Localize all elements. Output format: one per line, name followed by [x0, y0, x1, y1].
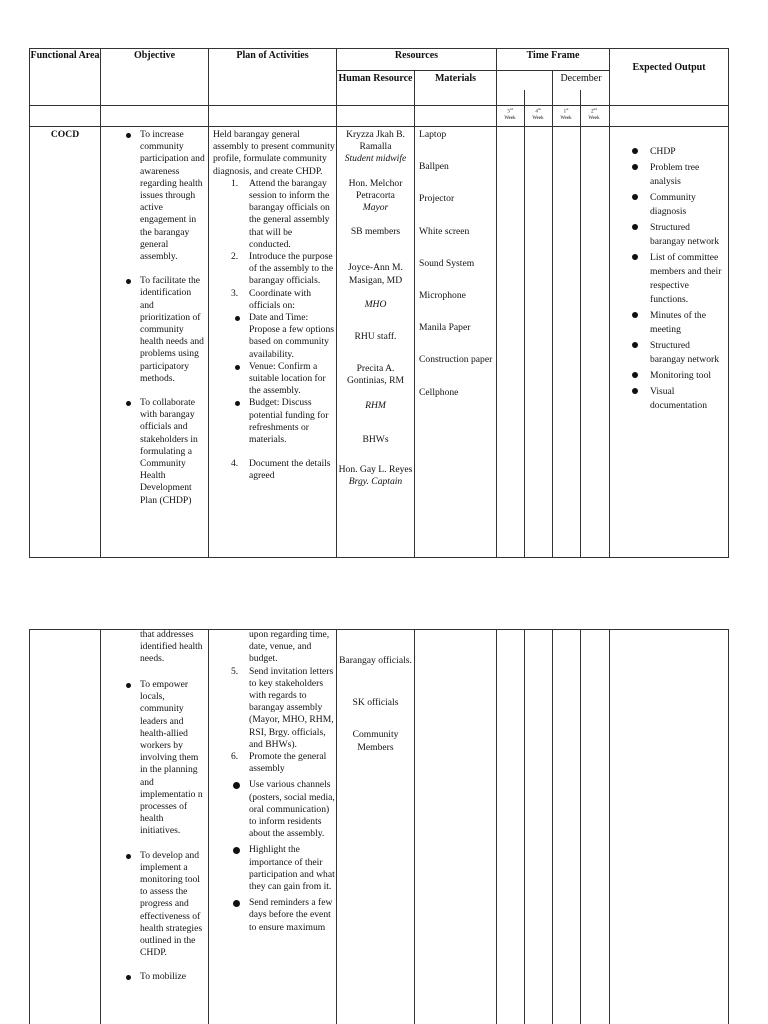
list-item: CHDP	[630, 145, 726, 159]
list-item: Community diagnosis	[630, 191, 726, 219]
list-item: List of committee members and their respective functions.	[630, 251, 726, 307]
list-item: Community Members	[352, 729, 399, 753]
list-item: RHM	[365, 399, 386, 411]
list-item: To collaborate with barangay officials and stakeholders in formulating a Community Health Development Plan (CHDP)	[124, 397, 206, 507]
list-item: To mobilize	[124, 971, 206, 983]
human-resource-cell	[337, 655, 414, 754]
list-item: Microphone	[419, 290, 466, 302]
human-resource-cell	[337, 129, 414, 488]
list-item: Sound System	[419, 257, 475, 269]
plan-of-activities-cell	[213, 129, 335, 483]
week-label: 1st Week	[560, 107, 572, 121]
expected-output-list	[630, 145, 726, 415]
header-objective: Objective	[133, 50, 176, 61]
week-label: 2nd Week	[588, 107, 600, 121]
list-item: Construction paper	[419, 354, 493, 366]
week-label: 4th Week	[532, 107, 544, 121]
header-materials: Materials	[434, 73, 477, 84]
list-item: Venue: Confirm a suitable location for the assembly.	[231, 361, 335, 398]
list-item: To increase community participation and awareness regarding health issues through active engagement in the barangay general assembly.	[124, 129, 206, 263]
header-time-frame: Time Frame	[526, 50, 580, 61]
header-december: December	[560, 73, 602, 84]
list-item: Visual documentation	[630, 385, 726, 413]
list-item: 4. Document the details agreed	[231, 458, 331, 482]
objective-list	[124, 129, 206, 519]
list-item: Cellphone	[419, 386, 459, 398]
list-item: Send reminders a few days before the event to ensure maximum	[231, 897, 335, 934]
header-plan-of-activities: Plan of Activities	[236, 50, 309, 61]
list-item: BHWs	[362, 433, 389, 445]
list-item: Laptop	[419, 129, 447, 140]
list-item: To empower locals, community leaders and health-allied workers by involving them in the planning and implementatio n processes of health initiatives.	[124, 679, 206, 838]
week-label: 3rd Week	[504, 107, 516, 121]
list-item: Hon. Melchor Petracorta Mayor	[348, 177, 403, 214]
list-item: 3. Coordinate with officials on:	[231, 287, 312, 311]
materials-cell	[419, 129, 495, 399]
list-item: Problem tree analysis	[630, 161, 726, 189]
list-item: White screen	[419, 225, 470, 237]
list-item: Projector	[419, 193, 455, 205]
list-item: Joyce-Ann M. Masigan, MD	[348, 262, 403, 286]
list-item: Monitoring tool	[630, 369, 726, 383]
header-resources: Resources	[394, 50, 439, 61]
list-item: Ballpen	[419, 161, 449, 173]
header-expected-output: Expected Output	[632, 62, 706, 73]
list-item: 1. Attend the barangay session to inform the barangay officials on the general assembly that will be conducted.	[231, 177, 330, 250]
functional-area-cell: COCD	[50, 129, 80, 140]
list-item: 2. Introduce the purpose of the assembly to the barangay officials.	[231, 251, 334, 287]
list-item: Budget: Discuss potential funding for refreshments or materials.	[231, 397, 335, 446]
plan-continued: upon regarding time, date, venue, and budget.	[249, 629, 330, 665]
list-item: SB members	[350, 226, 401, 238]
objective-list	[124, 679, 206, 996]
list-item: SK officials	[352, 697, 399, 709]
list-item: To facilitate the identification and prioritization of community health needs and problems using participatory methods.	[124, 275, 206, 385]
list-item: Highlight the importance of their participation and what they can gain from it.	[231, 844, 335, 893]
plan-intro: Held barangay general assembly to present community profile, formulate community diagnosis, and create CHDP.	[213, 129, 335, 177]
list-item: Kryzza Jkah B. Ramalla Student midwife	[344, 129, 407, 165]
list-item: Structured barangay network	[630, 339, 726, 367]
list-item: Use various channels (posters, social media, oral communication) to inform residents about the assembly.	[231, 779, 335, 840]
list-item: Precita A. Gontinias, RM	[346, 363, 405, 387]
list-item: 6. Promote the general assembly	[231, 751, 327, 775]
list-item: 5. Send invitation letters to key stakeholders with regards to barangay assembly (Mayor, MHO, RHM, RSI, Brgy. officials, and BHWs).	[231, 665, 334, 750]
list-item: Manila Paper	[419, 322, 471, 334]
list-item: Date and Time: Propose a few options based on community availability.	[231, 312, 335, 361]
list-item: Hon. Gay L. Reyes Brgy. Captain	[338, 464, 413, 488]
list-item: MHO	[364, 298, 387, 310]
header-human-resource: Human Resource	[338, 73, 413, 84]
list-item: RHU staff.	[354, 331, 397, 343]
objective-continued: that addresses identified health needs.	[140, 629, 203, 665]
list-item: Barangay officials.	[339, 655, 412, 666]
header-functional-area: Functional Area	[30, 50, 100, 61]
list-item: Structured barangay network	[630, 221, 726, 249]
plan-of-activities-cell	[213, 629, 335, 934]
list-item: Minutes of the meeting	[630, 309, 726, 337]
list-item: To develop and implement a monitoring tool to assess the progress and effectiveness of health strategies outlined in the CHDP.	[124, 850, 206, 960]
